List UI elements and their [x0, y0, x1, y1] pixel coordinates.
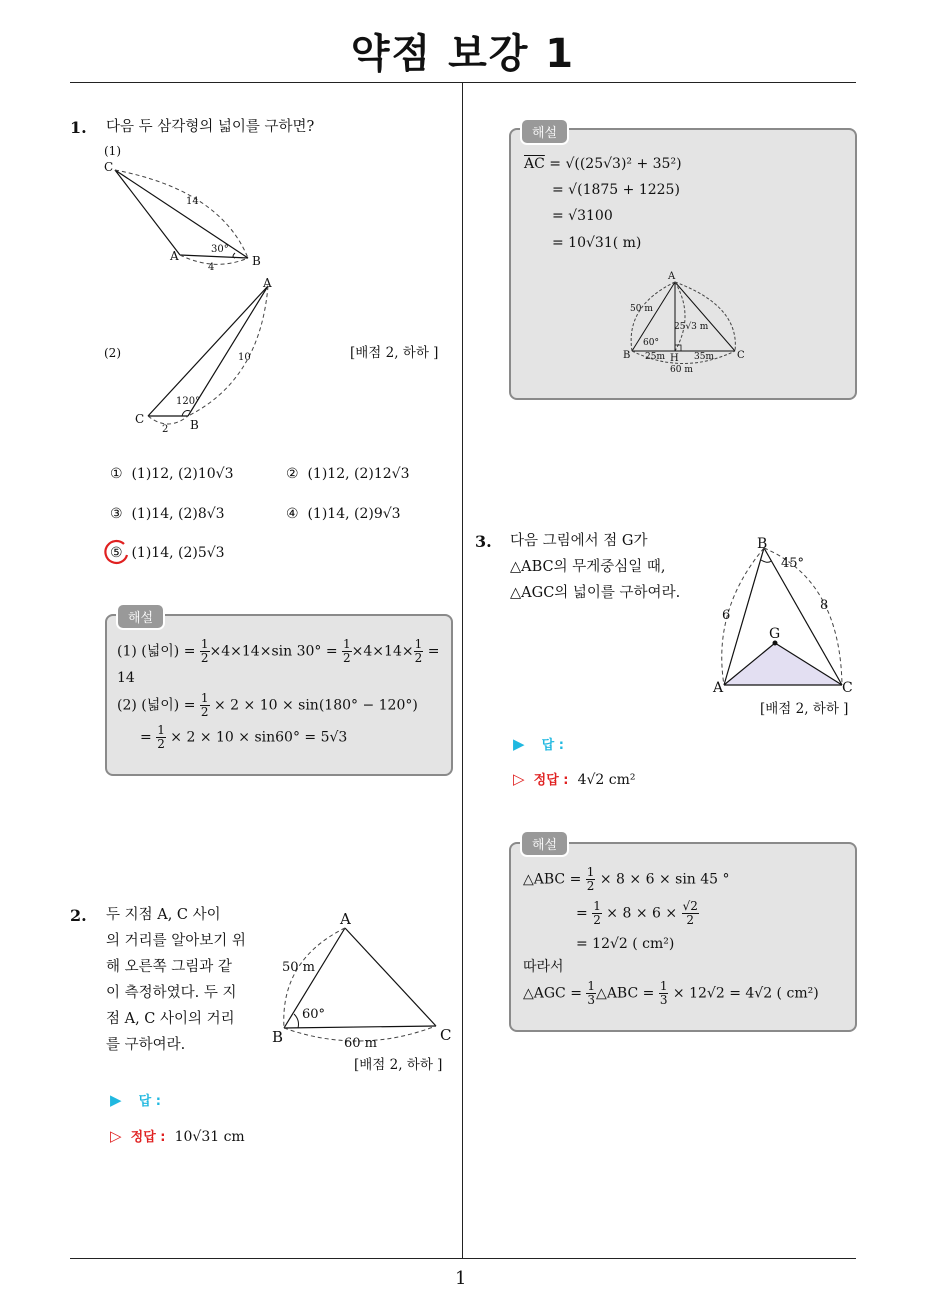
q2s-vertex-a: A [668, 271, 676, 282]
q3-sol-line-1 [523, 866, 730, 893]
question-1-solution-line-1b: 14 [117, 670, 135, 686]
sol3-text-b: × 2 × 10 × sin60° = 5√3 [170, 729, 348, 746]
sol1-text-c: ×4×14× [351, 643, 414, 660]
q3-sol-line-3: = 12√2 ( cm²) [576, 936, 675, 952]
q3-side-bc: 8 [820, 598, 829, 613]
q2-line: 를 구하여라. [106, 1037, 186, 1053]
sol2-half: $\frac{1}{2}$ [200, 691, 209, 719]
q2-sol-line-1 [524, 152, 682, 177]
correct-label: 정답 : [533, 773, 569, 788]
triangle-figure-1 [100, 160, 270, 275]
question-1-solution-line-2 [117, 692, 418, 719]
q2-angle: 60° [302, 1007, 326, 1022]
choice-3[interactable] [110, 506, 225, 522]
question-2-correct-row [110, 1126, 245, 1145]
q2-sol-line-2: = √(1875 + 1225) [552, 182, 680, 198]
q2s-side-ah: 25√3 m [674, 322, 709, 332]
q2s-side-bc: 60 m [670, 365, 693, 375]
question-2-number: 2. [70, 906, 87, 925]
question-1-solution-tag: 해설 [116, 603, 165, 630]
choice-3-text: (1)14, (2)8√3 [131, 506, 225, 522]
footer-rule [70, 1258, 856, 1259]
q2s-angle: 60° [643, 338, 659, 348]
correct-label: 정답 : [130, 1130, 166, 1145]
q2-side-bc: 60 m [344, 1036, 378, 1051]
q3s-third-2: $\frac{1}{3}$ [659, 979, 668, 1007]
choice-2-mark: ② [286, 466, 299, 482]
figure-2-label: (2) [104, 346, 121, 360]
q3s-half-2: $\frac{1}{2}$ [593, 899, 601, 927]
q2-side-ab: 50 m [282, 960, 316, 975]
selected-answer-circle-icon [102, 538, 132, 568]
q2s-side-ab: 50 m [630, 304, 653, 314]
q2-line: 해 오른쪽 그림과 같 [106, 959, 232, 975]
question-3-number: 3. [475, 532, 492, 551]
figure-1-label: (1) [104, 144, 121, 158]
correct-arrow-icon: ▷ [110, 1127, 122, 1145]
q3s-third-1: $\frac{1}{3}$ [587, 979, 596, 1007]
sol2-text-a: (2) (넓이) = [117, 697, 196, 714]
question-2-solution-tag: 해설 [520, 118, 569, 145]
correct-value: 4√2 cm² [577, 772, 636, 788]
fig2-side-long: 10 [238, 352, 251, 363]
fig2-side-short: 2 [162, 424, 169, 435]
q2-sol-line-1-rest: = √((25√3)² + 35²) [549, 156, 682, 172]
q3s-l5c: × 12√2 = 4√2 ( cm²) [672, 985, 819, 1002]
q3-sol-line-2 [576, 900, 699, 927]
segment-ac: $\overline{AC}$ [524, 156, 545, 172]
q3s-l2b: × 8 × 6 × [606, 905, 678, 922]
choice-3-mark: ③ [110, 506, 123, 522]
triangle-figure-2 [140, 280, 280, 435]
column-divider [462, 83, 463, 1258]
sol1-half-1: $\frac{1}{2}$ [200, 637, 209, 665]
question-1-solution-line-3 [140, 724, 347, 751]
choice-2-text: (1)12, (2)12√3 [307, 466, 410, 482]
choice-4-mark: ④ [286, 506, 299, 522]
fig2-vertex-c: C [135, 412, 145, 426]
q2-sol-line-4: = 10√31( m) [552, 235, 642, 251]
sol1-half-2: $\frac{1}{2}$ [343, 637, 351, 665]
q2s-side-hc: 35m [694, 352, 714, 362]
question-2-score: [배점 2, 하하 ] [354, 1057, 443, 1073]
q3-side-ab: 6 [722, 608, 731, 623]
q3-line: △AGC의 넓이를 구하여라. [510, 585, 681, 601]
sol3-text-a: = [140, 729, 152, 746]
q3-line: 다음 그림에서 점 G가 [510, 533, 648, 549]
q3s-l5a: △AGC = [523, 985, 582, 1002]
choice-2[interactable] [286, 466, 410, 482]
q3-vertex-c: C [842, 680, 853, 696]
question-3-solution-tag: 해설 [520, 830, 569, 857]
header-rule [70, 82, 856, 83]
q2-line: 점 A, C 사이의 거리 [106, 1011, 235, 1027]
sol1-half-3: $\frac{1}{2}$ [414, 637, 423, 665]
choice-1[interactable] [110, 466, 234, 482]
fig1-side-short: 4 [208, 262, 215, 273]
choice-5-mark: ⑤ [110, 545, 123, 561]
question-3-answer-row [513, 734, 564, 753]
q2-line: 두 지점 A, C 사이 [106, 907, 221, 923]
choice-4[interactable] [286, 506, 401, 522]
q2-vertex-a: A [340, 910, 351, 928]
fig2-vertex-b: B [190, 418, 199, 432]
sol2-text-b: × 2 × 10 × sin(180° − 120°) [213, 697, 418, 714]
question-1-prompt: 다음 두 삼각형의 넓이를 구하면? [106, 119, 315, 135]
q2-line: 이 측정하였다. 두 지 [106, 985, 237, 1001]
q3s-l1a: △ABC = [523, 871, 582, 888]
question-3-prompt [510, 528, 700, 606]
question-1-number: 1. [70, 118, 87, 137]
q2s-side-bh: 25m [645, 352, 665, 362]
sol3-half: $\frac{1}{2}$ [157, 723, 165, 751]
q2-vertex-b: B [272, 1028, 284, 1046]
q2s-vertex-b: B [623, 350, 631, 361]
question-1-score: [배점 2, 하하 ] [350, 345, 439, 361]
question-1-solution-line-1 [117, 638, 439, 665]
q3s-l1b: × 8 × 6 × sin 45 ° [599, 871, 730, 888]
q3-centroid-g: G [769, 626, 781, 642]
q2-line: 의 거리를 알아보기 위 [106, 933, 246, 949]
question-3-correct-row [513, 769, 636, 788]
question-3-score: [배점 2, 하하 ] [760, 701, 849, 717]
page-number: 1 [455, 1268, 467, 1289]
fig1-vertex-c: C [104, 160, 114, 174]
choice-5-text: (1)14, (2)5√3 [131, 545, 225, 561]
fig2-vertex-a: A [263, 276, 272, 290]
q3-line: △ABC의 무게중심일 때, [510, 559, 666, 575]
q2s-vertex-h: H [670, 353, 679, 364]
q3-vertex-a: A [713, 680, 724, 696]
fig2-angle: 120° [176, 396, 201, 407]
q3-angle: 45° [781, 556, 805, 571]
answer-label: 답 : [541, 738, 564, 753]
answer-arrow-icon: ▶ [110, 1091, 122, 1109]
question-2-prompt [106, 902, 256, 1058]
q3-sol-line-5 [523, 980, 819, 1007]
q2-vertex-c: C [440, 1026, 452, 1044]
q3s-root2-over-2: $\frac{√2}{2}$ [682, 899, 698, 927]
fig1-angle: 30° [211, 244, 229, 255]
sol1-text-b: ×4×14×sin 30° = [209, 643, 338, 660]
sol1-text-d: = [427, 643, 440, 660]
answer-label: 답 : [138, 1094, 161, 1109]
fig1-vertex-a: A [170, 249, 179, 263]
q3s-l5b: △ABC = [596, 985, 655, 1002]
choice-1-text: (1)12, (2)10√3 [131, 466, 234, 482]
q3-vertex-b: B [757, 536, 768, 552]
q2-sol-line-3: = √3100 [552, 208, 613, 224]
choice-1-mark: ① [110, 466, 123, 482]
fig1-vertex-b: B [252, 254, 261, 268]
q2s-vertex-c: C [737, 350, 745, 361]
question-2-answer-row [110, 1090, 161, 1109]
q3-sol-line-4: 따라서 [523, 959, 564, 975]
q3s-half-1: $\frac{1}{2}$ [586, 865, 595, 893]
correct-value: 10√31 cm [174, 1129, 245, 1145]
page-title: 약점 보강 1 [350, 31, 576, 77]
answer-arrow-icon: ▶ [513, 735, 525, 753]
fig1-side-long: 14 [186, 196, 199, 207]
q3s-l2a: = [576, 905, 588, 922]
correct-arrow-icon: ▷ [513, 770, 525, 788]
sol1-text-a: (1) (넓이) = [117, 643, 196, 660]
choice-4-text: (1)14, (2)9√3 [307, 506, 401, 522]
